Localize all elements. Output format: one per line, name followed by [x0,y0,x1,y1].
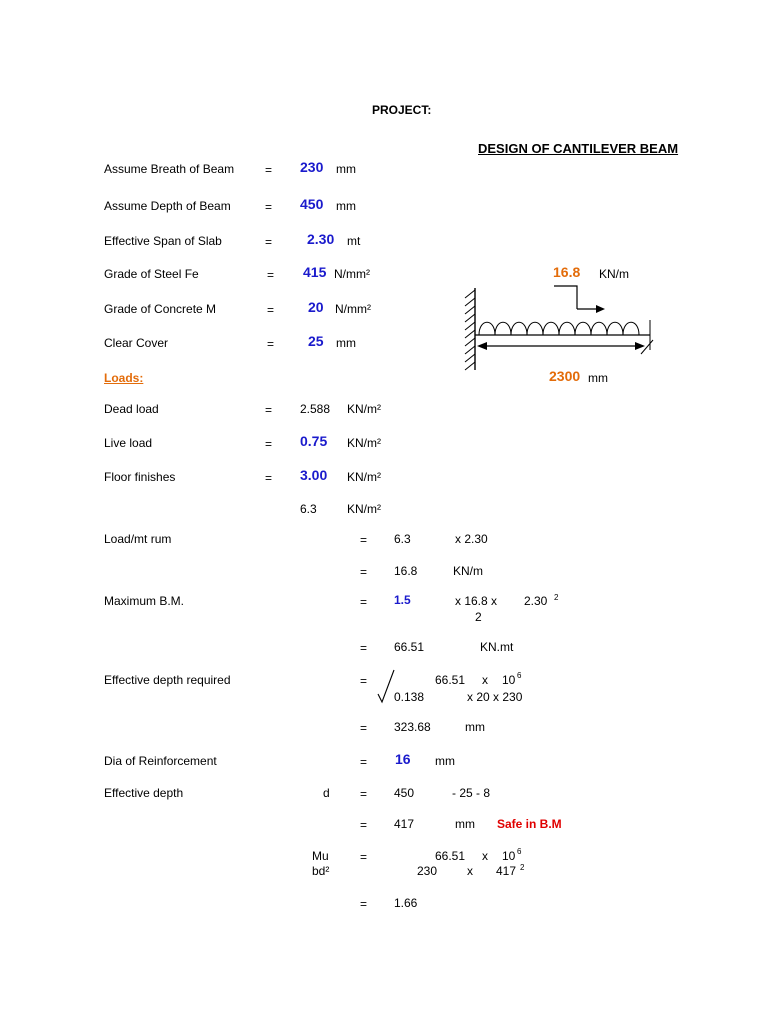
depth-unit: mm [336,199,356,213]
mu-numx: x [482,849,488,863]
bm-label: Maximum B.M. [104,594,185,608]
live-load-unit: KN/m² [347,436,381,450]
dead-load-eq: = [265,403,273,417]
eff-req-numx: x [482,673,488,687]
diagram-load-value: 16.8 [553,264,581,280]
floor-finish-eq: = [265,471,273,485]
concrete-unit: N/mm² [335,302,371,316]
mu-pow: 6 [517,847,522,856]
floor-finish-label: Floor finishes [104,470,176,484]
eff-res-value: 417 [394,817,415,831]
cover-unit: mm [336,336,356,350]
mu-den-x: x [467,864,473,878]
total-load-unit: KN/m² [347,502,381,516]
span-unit: mt [347,234,361,248]
load-rum-b: x 2.30 [455,532,488,546]
span-value: 2.30 [307,231,335,247]
concrete-value: 20 [308,299,324,315]
load-arrow-line [554,286,577,309]
dead-load-value: 2.588 [300,402,331,416]
load-res-eq: = [360,565,368,579]
breadth-unit: mm [336,162,356,176]
bm-res-eq: = [360,641,368,655]
eff-a: 450 [394,786,415,800]
bm-eq: = [360,595,368,609]
mu-den-b: 417 [496,864,517,878]
depth-label: Assume Depth of Beam [104,199,231,213]
eff-d: d [323,786,330,800]
diagram-span-value: 2300 [549,368,581,384]
total-load-value: 6.3 [300,502,317,516]
floor-finish-unit: KN/m² [347,470,381,484]
cover-eq: = [267,337,275,351]
steel-label: Grade of Steel Fe [104,267,199,281]
cover-label: Clear Cover [104,336,169,350]
mu-den-pow: 2 [520,863,525,872]
dia-value: 16 [395,751,411,767]
eff-eq: = [360,787,368,801]
bm-res-unit: KN.mt [480,640,514,654]
steel-value: 415 [303,264,327,280]
eff-req-res-eq: = [360,721,368,735]
load-rum-eq: = [360,533,368,547]
eff-req-eq: = [360,674,368,688]
safe-status: Safe in B.M [497,817,562,831]
mu-num: 66.51 [435,849,466,863]
diagram-load-unit: KN/m [599,267,629,281]
bm-res-value: 66.51 [394,640,425,654]
bm-span: 2.30 [524,594,548,608]
eff-req-res-unit: mm [465,720,485,734]
live-load-value: 0.75 [300,433,328,449]
diagram-span-unit: mm [588,371,608,385]
page-title: DESIGN OF CANTILEVER BEAM [478,141,679,156]
mu-ten: 10 [502,849,516,863]
eff-req-label: Effective depth required [104,673,231,687]
mu-res-eq: = [360,897,368,911]
bm-pow: 2 [554,593,559,602]
concrete-eq: = [267,303,275,317]
mu-res-value: 1.66 [394,896,418,910]
dead-load-unit: KN/m² [347,402,381,416]
eff-res-unit: mm [455,817,475,831]
eff-req-den-rest: x 20 x 230 [467,690,523,704]
support-hatching [465,290,475,370]
bm-factor: 1.5 [394,593,411,607]
load-rum-label: Load/mt rum [104,532,172,546]
dimension-tick [641,340,653,354]
eff-req-ten: 10 [502,673,516,687]
dimension-arrow-left [477,342,487,350]
span-label: Effective Span of Slab [104,234,222,248]
breadth-eq: = [265,163,273,177]
cover-value: 25 [308,333,324,349]
eff-req-res-value: 323.68 [394,720,431,734]
load-res-unit: KN/m [453,564,483,578]
udl-arcs [479,322,639,335]
load-arrow-head [596,305,605,313]
mu-den-a: 230 [417,864,438,878]
dead-load-label: Dead load [104,402,159,416]
floor-finish-value: 3.00 [300,467,328,483]
mu-eq: = [360,850,368,864]
bm-divisor: 2 [475,610,482,624]
eff-res-eq: = [360,818,368,832]
dia-unit: mm [435,754,455,768]
eff-req-den-a: 0.138 [394,690,425,704]
bm-expr: x 16.8 x [455,594,498,608]
dia-eq: = [360,755,368,769]
project-label: PROJECT: [372,103,432,117]
live-load-label: Live load [104,436,153,450]
eff-label: Effective depth [104,786,184,800]
eff-req-num: 66.51 [435,673,466,687]
load-rum-a: 6.3 [394,532,411,546]
eff-req-pow: 6 [517,671,522,680]
steel-unit: N/mm² [334,267,370,281]
mu-bottom: bd² [312,864,330,878]
steel-eq: = [267,268,275,282]
live-load-eq: = [265,437,273,451]
cantilever-beam-diagram [455,280,665,375]
span-eq: = [265,235,273,249]
mu-top: Mu [312,849,329,863]
breadth-label: Assume Breath of Beam [104,162,235,176]
concrete-label: Grade of Concrete M [104,302,217,316]
dia-label: Dia of Reinforcement [104,754,217,768]
depth-value: 450 [300,196,324,212]
breadth-value: 230 [300,159,324,175]
load-res-value: 16.8 [394,564,418,578]
loads-heading: Loads: [104,371,144,385]
depth-eq: = [265,200,273,214]
dimension-arrow-right [635,342,645,350]
eff-rest: - 25 - 8 [452,786,491,800]
